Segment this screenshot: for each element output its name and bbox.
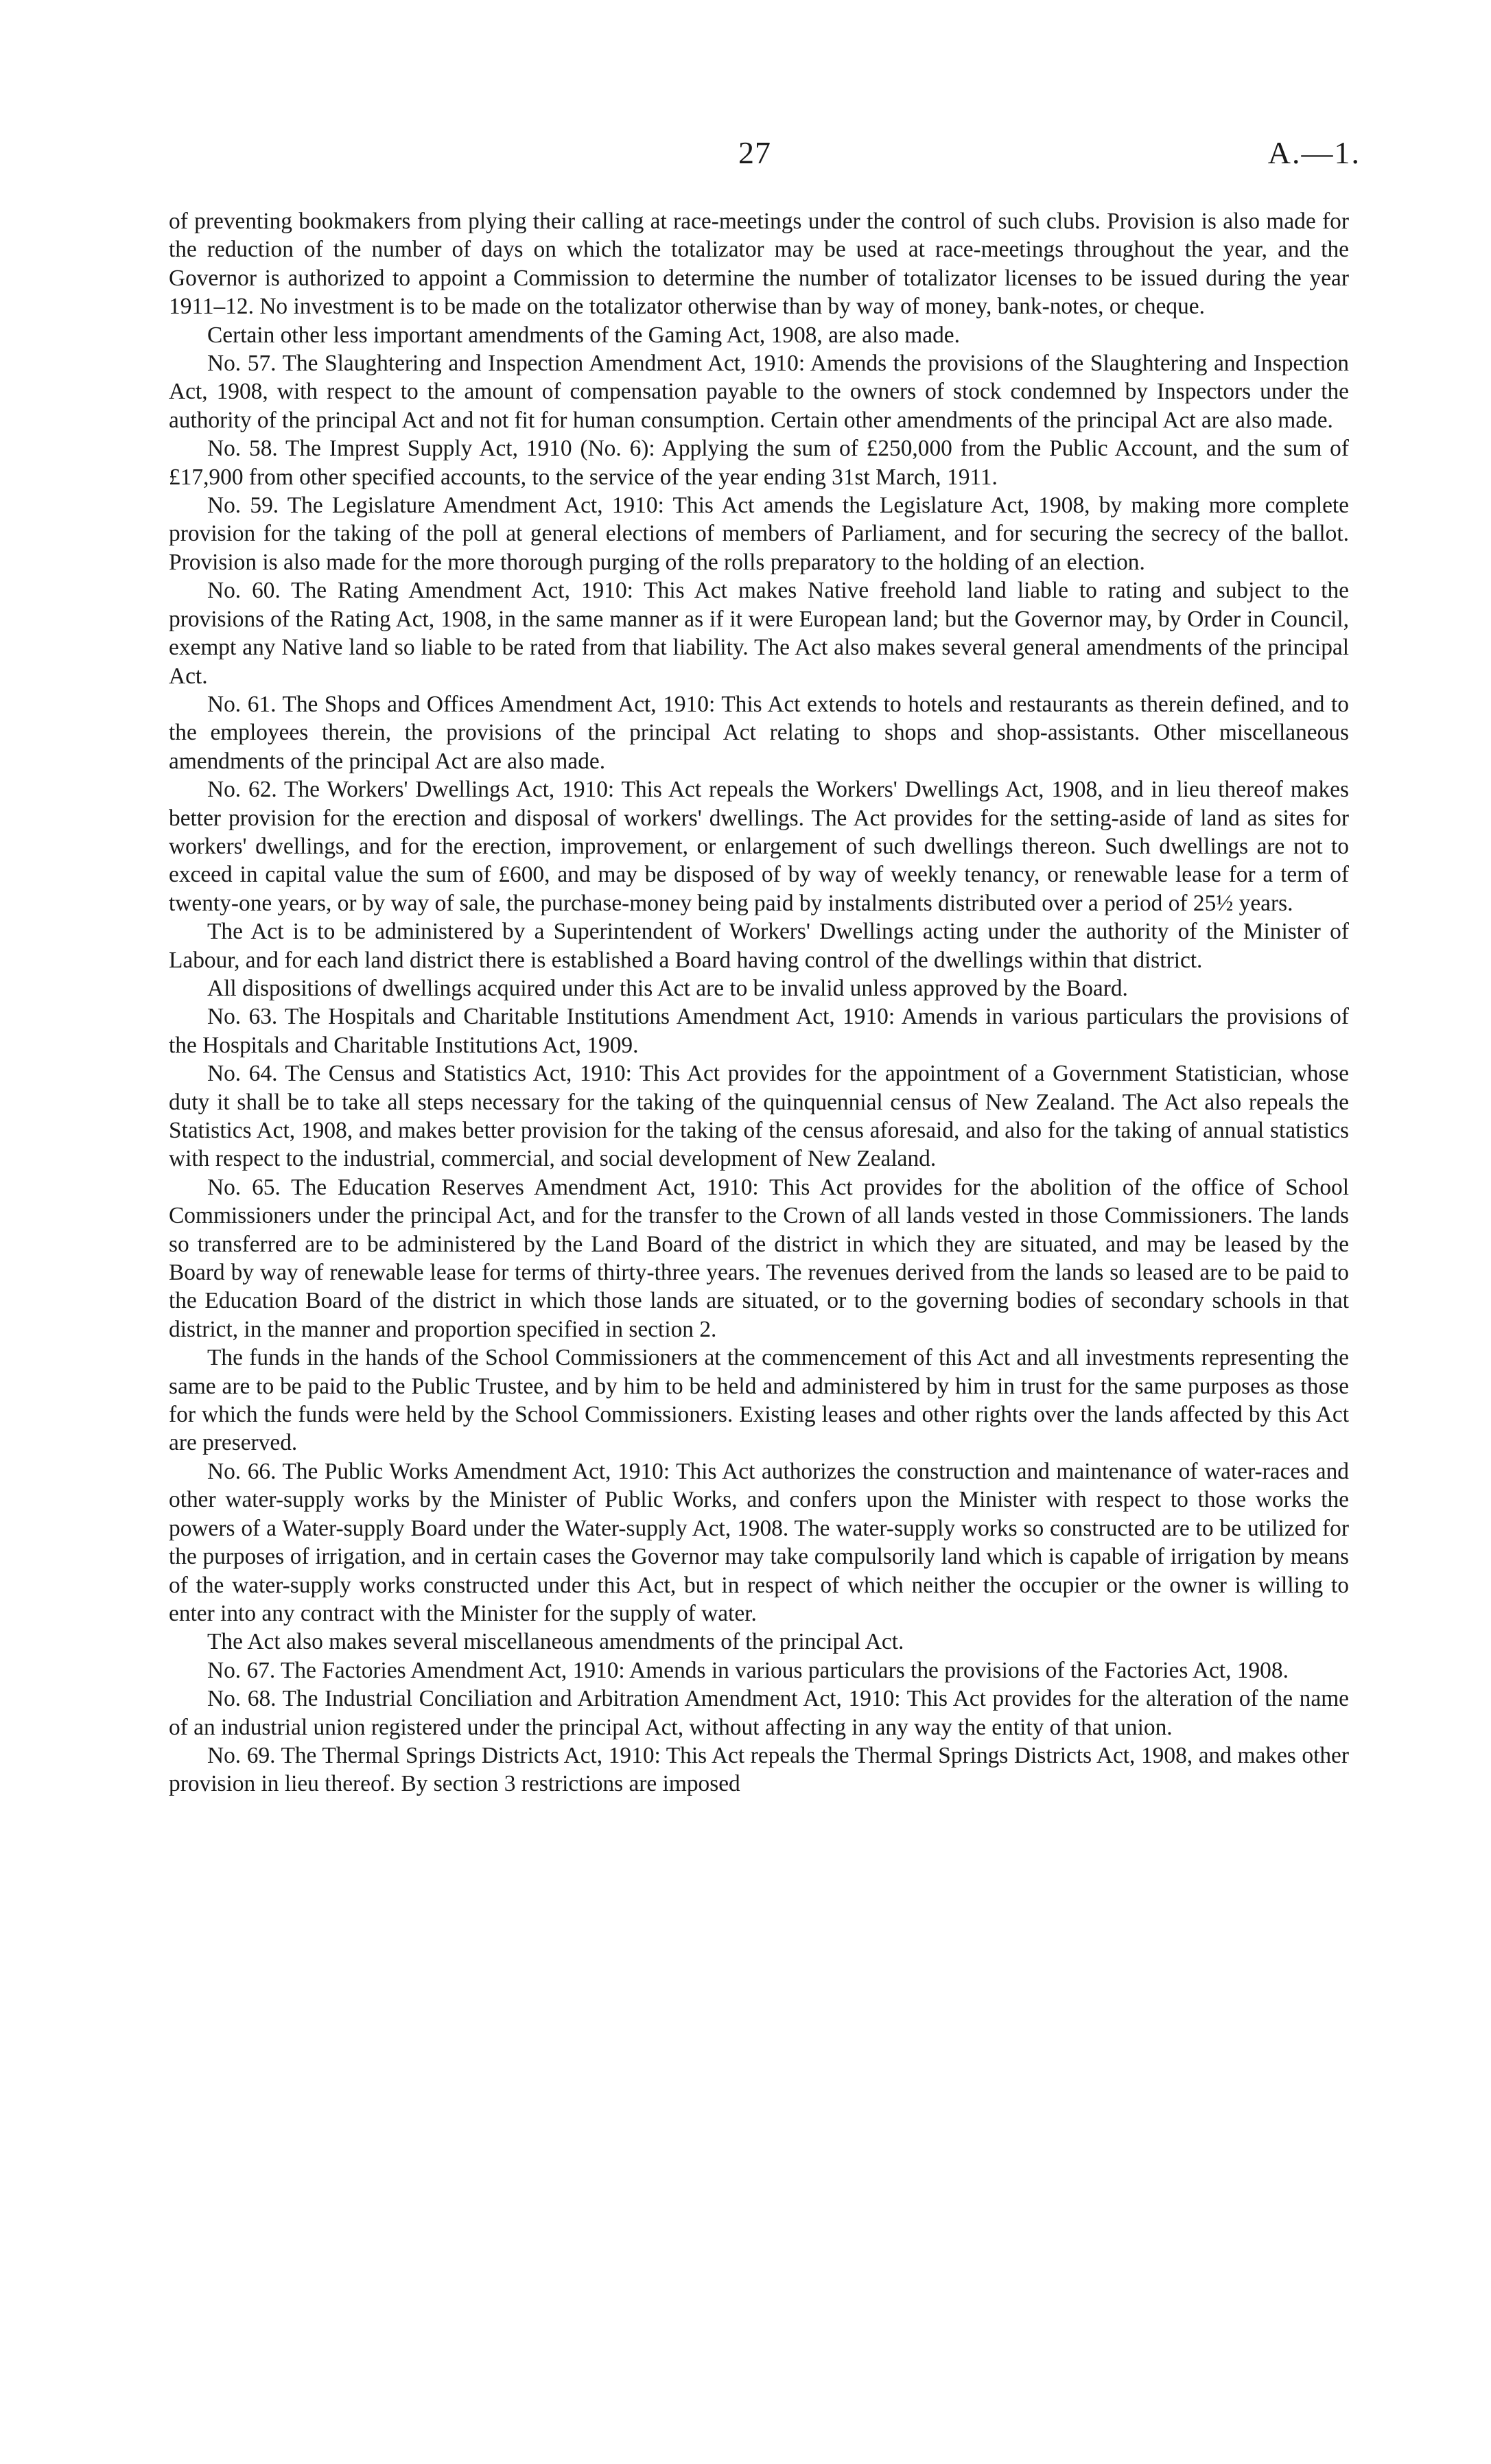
document-reference: A.—1. [1267, 135, 1361, 170]
paragraph-act-58: No. 58. The Imprest Supply Act, 1910 (No. 6): Applying the sum of £250,000 from the Public Account, and the sum of £17,900 from other specified accounts, to the service of the year ending 31st March, 1911. [169, 436, 1349, 490]
paragraph-act-61: No. 61. The Shops and Offices Amendment Act, 1910: This Act extends to hotels and restaurants as therein defined, and to the employees therein, the provisions of the principal Act relating to shops and shop-assistants. Other miscellaneous amendments of the principal Act are also made. [169, 691, 1349, 774]
paragraph-act-68: No. 68. The Industrial Conciliation and Arbitration Amendment Act, 1910: This Act provides for the alteration of the name of an industrial union registered under the principal Act, without affecting in any way the entity of that union. [169, 1686, 1349, 1740]
paragraph-gaming-amendments: Certain other less important amendments of the Gaming Act, 1908, are also made. [207, 322, 960, 348]
paragraph-act-60: No. 60. The Rating Amendment Act, 1910: This Act makes Native freehold land liable to rating and subject to the provisions of the Rating Act, 1908, in the same manner as if it were European land; but the Governor may, by Order in Council, exempt any Native land so liable to be rated from that liability. The Act also makes several general amendments of the principal Act. [169, 578, 1349, 689]
paragraph-act-64: No. 64. The Census and Statistics Act, 1910: This Act provides for the appointment of a Government Statistician, whose duty it shall be to take all steps necessary for the taking of the quinquennial census of New Zealand. The Act also repeals the Statistics Act, 1908, and makes better provision for the taking of the census aforesaid, and also for the taking of annual statistics with respect to the industrial, commercial, and social development of New Zealand. [169, 1061, 1349, 1172]
paragraph-act-62: No. 62. The Workers' Dwellings Act, 1910: This Act repeals the Workers' Dwellings Act, 1908, and in lieu thereof makes better provision for the erection and disposal of workers' dwellings. The Act provides for the setting-aside of land as sites for workers' dwellings, and for the erection, improvement, or enlargement of such dwellings thereon. Such dwellings are not to exceed in capital value the sum of £600, and may be disposed of by way of weekly tenancy, or renewable lease for a term of twenty-one years, or by way of sale, the purchase-money being paid by instalments distributed over a period of 25½ years. [169, 777, 1349, 916]
paragraph-act-63: No. 63. The Hospitals and Charitable Institutions Amendment Act, 1910: Amends in various particulars the provisions of the Hospitals and Charitable Institutions Act, 1909. [169, 1004, 1349, 1058]
paragraph-act-57: No. 57. The Slaughtering and Inspection Amendment Act, 1910: Amends the provisions of the Slaughtering and Inspection Act, 1908, with respect to the amount of compensation payable to the owners of stock condemned by Inspectors under the authority of the principal Act and not fit for human consumption. Certain other amendments of the principal Act are also made. [169, 351, 1349, 433]
paragraph-act-59: No. 59. The Legislature Amendment Act, 1910: This Act amends the Legislature Act, 1908, by making more complete provision for the taking of the poll at general elections of members of Parliament, and for securing the secrecy of the ballot. Provision is also made for the more thorough purging of the rolls preparatory to the holding of an election. [169, 493, 1349, 575]
paragraph-continuation-gaming: of preventing bookmakers from plying their calling at race-meetings under the control of such clubs. Provision is also made for the reduction of the number of days on which the totalizator may be used at race-meetings throughout the year, and the Governor is authorized to appoint a Commission to determine the number of totalizator licenses to be issued during the year 1911–12. No investment is to be made on the totalizator otherwise than by way of money, bank-notes, or cheque. [169, 209, 1349, 320]
page-header [0, 134, 1491, 176]
paragraph-act-69: No. 69. The Thermal Springs Districts Act, 1910: This Act repeals the Thermal Springs Districts Act, 1908, and makes other provision in lieu thereof. By section 3 restrictions are imposed [169, 1742, 1349, 1797]
paragraph-act-65: No. 65. The Education Reserves Amendment Act, 1910: This Act provides for the abolition of the office of School Commissioners under the principal Act, and for the transfer to the Crown of all lands vested in those Commissioners. The lands so transferred are to be administered by the Land Board of the district in which they are situated, and may be leased by the Board by way of renewable lease for terms of thirty-three years. The revenues derived from the lands so leased are to be paid to the Education Board of the district in which those lands are situated, or to the governing bodies of secondary schools in that district, in the manner and proportion specified in section 2. [169, 1174, 1349, 1342]
paragraph-act-62-administration: The Act is to be administered by a Superintendent of Workers' Dwellings acting under the authority of the Minister of Labour, and for each land district there is established a Board having control of the dwellings within that district. [169, 919, 1349, 973]
paragraph-act-66-amendments: The Act also makes several miscellaneous amendments of the principal Act. [207, 1629, 904, 1655]
paragraph-act-65-funds: The funds in the hands of the School Commissioners at the commencement of this Act and all investments representing the same are to be paid to the Public Trustee, and by him to be held and administered by him in trust for the same purposes as those for which the funds were held by the School Commissioners. Existing leases and other rights over the lands affected by this Act are preserved. [169, 1345, 1349, 1456]
paragraph-act-67: No. 67. The Factories Amendment Act, 1910: Amends in various particulars the provisions of the Factories Act, 1908. [207, 1657, 1289, 1683]
page-number: 27 [738, 135, 771, 170]
paragraph-act-66: No. 66. The Public Works Amendment Act, 1910: This Act authorizes the construction and maintenance of water-races and other water-supply works by the Minister of Public Works, and confers upon the Minister with respect to those works the powers of a Water-supply Board under the Water-supply Act, 1908. The water-supply works so constructed are to be utilized for the purposes of irrigation, and in certain cases the Governor may take compulsorily land which is capable of irrigation by means of the water-supply works constructed under this Act, but in respect of which neither the occupier or the owner is willing to enter into any contract with the Minister for the supply of water. [169, 1458, 1349, 1626]
paragraph-act-62-dispositions: All dispositions of dwellings acquired under this Act are to be invalid unless approved by the Board. [207, 975, 1128, 1001]
body-text [169, 207, 1349, 1798]
